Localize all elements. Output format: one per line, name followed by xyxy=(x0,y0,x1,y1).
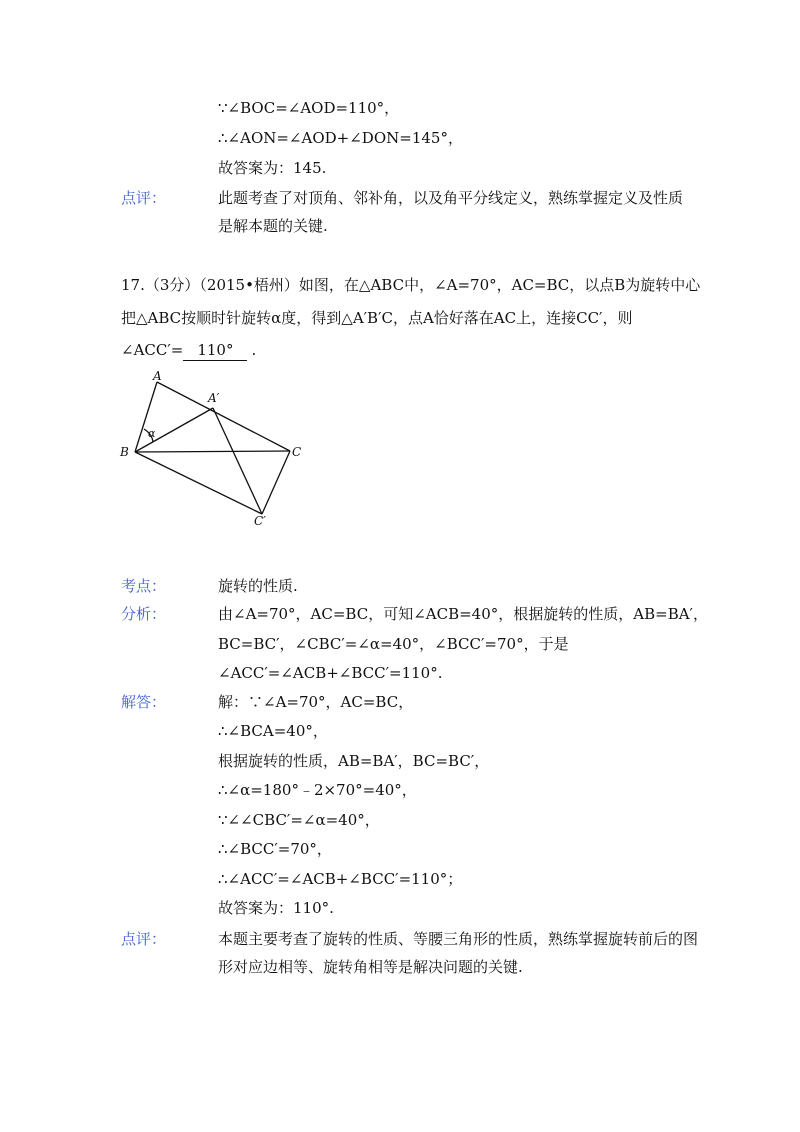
label-C-prime: C′ xyxy=(254,514,266,528)
answer-label: 解答： xyxy=(121,693,167,711)
segment-AC xyxy=(157,382,290,451)
analysis-line-2: BC=BC′，∠CBC′=∠α=40°，∠BCC′=70°，于是 xyxy=(218,635,569,653)
answer-line-5: ∵∠∠CBC′=∠α=40°， xyxy=(218,811,380,829)
prev-comment-label: 点评： xyxy=(121,189,167,207)
comment-line-1: 本题主要考查了旋转的性质、等腰三角形的性质，熟练掌握旋转前后的图 xyxy=(218,930,699,948)
analysis-line-1: 由∠A=70°，AC=BC，可知∠ACB=40°，根据旋转的性质，AB=BA′， xyxy=(218,605,708,623)
segment-CC-prime xyxy=(262,451,290,514)
analysis-line-3: ∠ACC′=∠ACB+∠BCC′=110°. xyxy=(218,664,443,682)
answer-line-8: 故答案为：110°. xyxy=(218,899,334,917)
question-line-3-prefix: ∠ACC′= xyxy=(121,341,184,359)
comment-line-2: 形对应边相等、旋转角相等是解决问题的关键. xyxy=(218,958,523,976)
answer-line-3: 根据旋转的性质，AB=BA′，BC=BC′， xyxy=(218,752,490,770)
answer-line-4: ∴∠α=180°﹣2×70°=40°， xyxy=(218,781,417,799)
label-A: A xyxy=(153,369,162,383)
answer-line-6: ∴∠BCC′=70°， xyxy=(218,840,332,858)
point-label: 考点： xyxy=(121,577,167,595)
prev-line-1: ∵∠BOC=∠AOD=110°， xyxy=(218,99,400,117)
analysis-label: 分析： xyxy=(121,605,167,623)
comment-label: 点评： xyxy=(121,930,167,948)
question-line-3 xyxy=(121,340,256,361)
label-C: C xyxy=(292,445,302,459)
answer-line-1: 解：∵∠A=70°，AC=BC， xyxy=(218,693,414,711)
answer-line-7: ∴∠ACC′=∠ACB+∠BCC′=110°； xyxy=(218,870,463,888)
prev-line-3: 故答案为：145. xyxy=(218,159,327,177)
answer-line-2: ∴∠BCA=40°， xyxy=(218,722,328,740)
prev-line-2: ∴∠AON=∠AOD+∠DON=145°， xyxy=(218,129,463,147)
rotation-figure xyxy=(112,368,312,532)
segment-BC-prime xyxy=(135,452,262,514)
segment-BC xyxy=(135,451,290,452)
point-text: 旋转的性质. xyxy=(218,577,298,595)
question-line-3-suffix: . xyxy=(251,341,257,359)
label-alpha: α xyxy=(148,427,156,440)
prev-comment-line-2: 是解本题的关键. xyxy=(218,217,328,235)
question-line-1: 17.（3分）（2015•梧州）如图，在△ABC中，∠A=70°，AC=BC，以点B为旋转中心 xyxy=(121,276,701,294)
label-B: B xyxy=(120,445,129,459)
prev-comment-line-1: 此题考查了对顶角、邻补角，以及角平分线定义，熟练掌握定义及性质 xyxy=(218,189,684,207)
label-A-prime: A′ xyxy=(208,391,220,405)
answer-blank: 110° xyxy=(183,340,247,361)
question-line-2: 把△ABC按顺时针旋转α度，得到△A′B′C，点A恰好落在AC上，连接CC′，则 xyxy=(121,309,633,327)
